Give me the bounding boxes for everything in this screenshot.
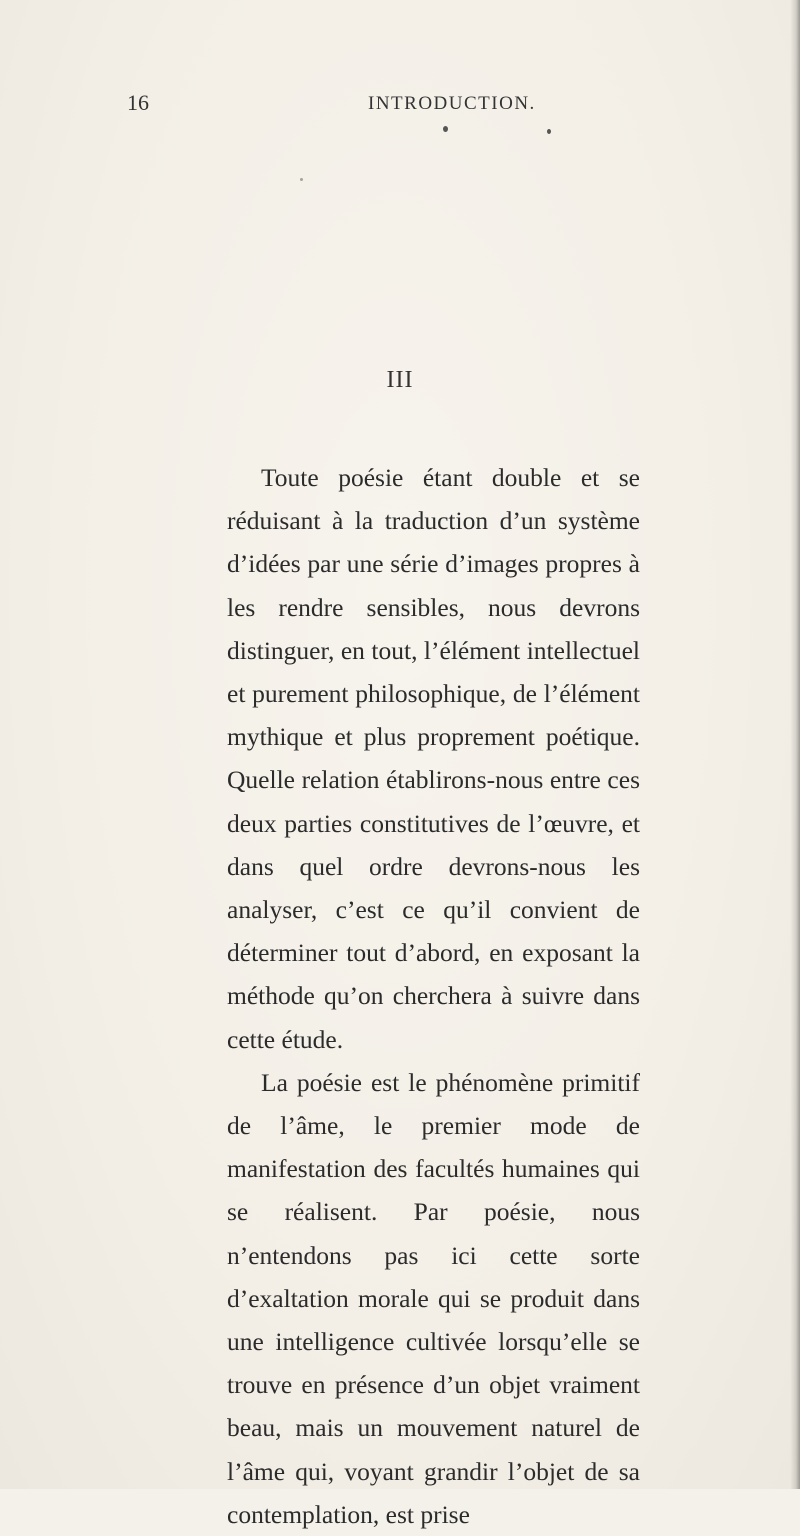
ink-speck <box>547 129 551 134</box>
page-number: 16 <box>127 90 149 115</box>
page-edge-shadow <box>790 0 800 1489</box>
paragraph: La poésie est le phénomène primitif de l’âme, le premier mode de manifestation des facultés humaines qui se réalisent. Par poésie, nous n’entendons pas ici cette sorte d’exaltation morale qui se produit dans une intelligence cultivée lorsqu’elle se trouve en présence d’un objet vraiment beau, mais un mouvement naturel de l’âme qui, voyant grandir l’objet de sa contemplation, est prise <box>227 1067 640 1529</box>
body-text <box>227 456 640 1536</box>
paragraph: Toute poésie étant double et se réduisant à la traduction d’un système d’idées par une série d’images propres à les rendre sensibles, nous devrons distinguer, en tout, l’élément intellectuel et purement philosophique, de l’élément mythique et plus proprement poétique. Quelle relation établirons-nous entre ces deux parties constitutives de l’œuvre, et dans quel ordre devrons-nous les analyser, c’est ce qu’il convient de déterminer tout d’abord, en exposant la méthode qu’on cherchera à suivre dans cette étude. <box>227 463 640 1054</box>
running-title: INTRODUCTION. <box>368 93 536 114</box>
section-heading: III <box>386 367 414 393</box>
ink-speck <box>443 126 448 132</box>
ink-speck <box>300 178 303 181</box>
